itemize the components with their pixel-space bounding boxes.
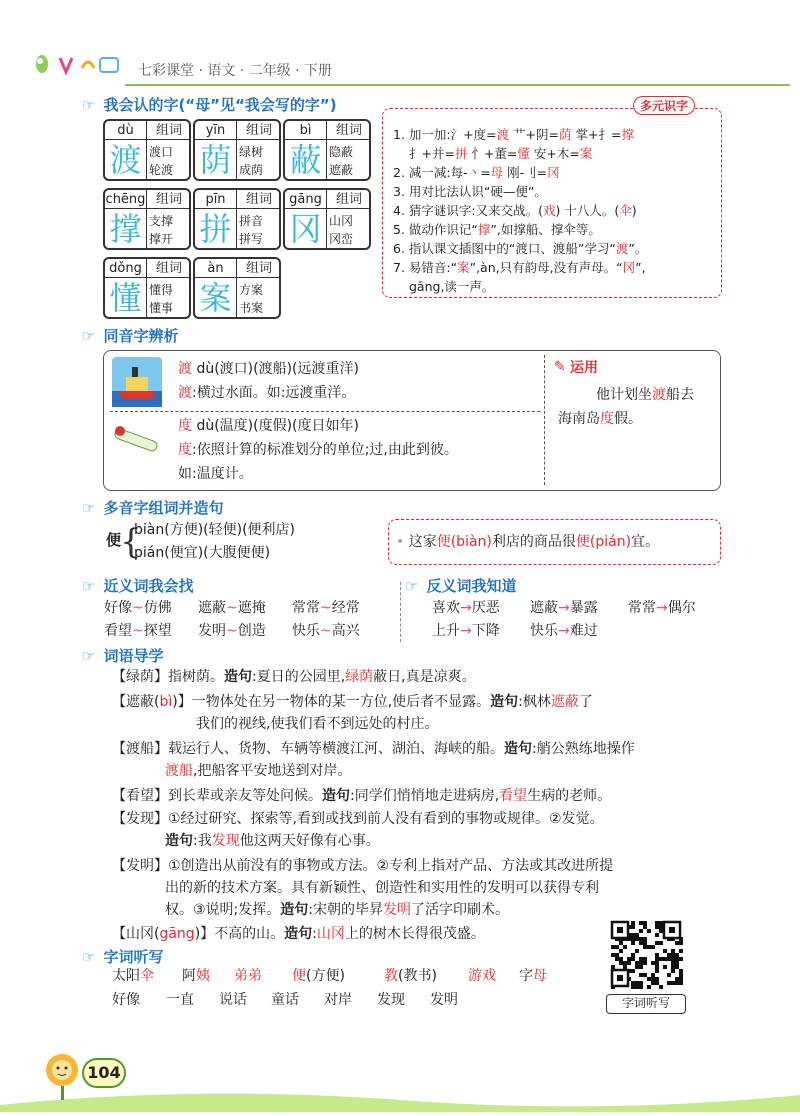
thermometer-icon xyxy=(112,421,162,461)
tilde-icon: ~ xyxy=(320,623,332,639)
page-number: 104 xyxy=(82,1058,126,1088)
homophone-box: 渡 dù(渡口)(渡船)(远渡重洋) 渡:横过水面。如:远渡重洋。 度 dù(温度)(度假)(度日如年) 度:依照计算的标准划分的单位;过,由此到彼。 如:温度计。 ✎ 运用 他计划坐渡船去 海南岛度假。 xyxy=(103,350,721,491)
card-char: 渡 xyxy=(105,140,147,181)
card-word: 拼写 xyxy=(239,232,264,246)
header-logo xyxy=(30,52,125,82)
word-pair: 常常~经常 xyxy=(292,600,360,616)
pointing-hand-icon: ☞ xyxy=(82,326,96,345)
section-title-synonym: ☞ 近义词我会找 xyxy=(82,576,194,595)
card-word: 方案 xyxy=(239,283,264,297)
dictation-item: 字母 xyxy=(519,968,547,984)
card-word: 书案 xyxy=(239,301,264,315)
card-word: 冈峦 xyxy=(329,232,354,246)
card-words xyxy=(239,143,263,179)
word-pair: 好像~仿佛 xyxy=(104,600,172,616)
entry-lvyin: 【绿荫】指树荫。造句:夏日的公园里,绿荫蔽日,真是凉爽。 xyxy=(112,669,476,685)
card-word: 渡口 xyxy=(149,145,174,159)
card-word: 成荫 xyxy=(239,163,264,177)
section-title-homophone: ☞ 同音字辨析 xyxy=(82,326,179,345)
header-rule xyxy=(125,84,790,86)
dictation-item: 好像 xyxy=(112,992,140,1008)
vertical-divider xyxy=(544,355,545,485)
dictation-item: 童话 xyxy=(271,992,299,1008)
divider xyxy=(110,411,540,412)
entry-kanwang: 【看望】到长辈或亲友等处问候。造句:同学们悄悄地走进病房,看望生病的老师。 xyxy=(112,788,612,804)
tilde-icon: ~ xyxy=(226,623,238,639)
card-pinyin: pīn xyxy=(195,190,237,209)
card-label: 组词 xyxy=(327,190,371,209)
entry-faming: 【发明】①创造出从前没有的事物或方法。②专利上指对产品、方法或其改进所提 xyxy=(112,858,614,874)
section-title-recognize: ☞ 我会认的字(“母”见“我会写的字”) xyxy=(82,95,337,114)
card-pinyin: yīn xyxy=(195,121,237,140)
card-word: 轮渡 xyxy=(149,163,174,177)
dictation-item: 对岸 xyxy=(324,992,352,1008)
pointing-hand-icon: ☞ xyxy=(82,947,96,966)
card-label: 组词 xyxy=(327,121,371,140)
card-char: 撑 xyxy=(105,209,147,250)
card-char: 拼 xyxy=(195,209,237,250)
syn-ant-divider xyxy=(400,582,401,642)
card-word: 撑开 xyxy=(149,232,174,246)
word-pair: 上升→下降 xyxy=(432,623,500,639)
brace: { xyxy=(120,522,142,562)
duoyuan-box: 多元识字 1. 加一加:氵+度=渡 艹+阴=荫 掌+扌=撑 扌+并=拼 忄+董=懂 安+木=案 2. 减一减:每-丶=母 刚-刂=冈 3. 用对比法认识“硬—便”。 4. 猜字谜识字:又来交战。(戏) 十八人。(伞) 5. 做动作识记“撑”,如撑船、撑伞等。 6. 指认课文插图中的“渡口、渡船”学习“渡”。 7. 易错音:“案”,àn,只有韵母,没有声母。“冈”, gāng,读一声。 xyxy=(382,108,722,298)
card-label: 组词 xyxy=(147,259,191,278)
vocab-card xyxy=(103,188,191,250)
card-label: 组词 xyxy=(147,190,191,209)
vocab-card xyxy=(283,119,371,181)
vocab-card xyxy=(103,257,191,319)
pointing-hand-icon: ☞ xyxy=(82,95,96,114)
vocab-card xyxy=(283,188,371,250)
word-pair: 快乐→难过 xyxy=(530,623,598,639)
card-word: 山冈 xyxy=(329,214,354,228)
card-words xyxy=(329,143,353,179)
card-label: 组词 xyxy=(237,259,281,278)
card-word: 拼音 xyxy=(239,214,264,228)
card-words xyxy=(149,143,173,179)
card-label: 组词 xyxy=(237,190,281,209)
dictation-item: 便(方便) xyxy=(292,968,345,984)
ship-icon xyxy=(112,357,162,407)
card-char: 案 xyxy=(195,278,237,319)
card-words xyxy=(239,281,263,317)
section-title-polyphone: ☞ 多音字组词并造句 xyxy=(82,498,224,517)
entry-shangang: 【山冈(gāng)】不高的山。造句:山冈上的树木长得很茂盛。 xyxy=(112,926,485,942)
word-pair: 快乐~高兴 xyxy=(292,623,360,639)
card-pinyin: àn xyxy=(195,259,237,278)
word-pair: 常常→偶尔 xyxy=(628,600,696,616)
arrow-icon: → xyxy=(460,623,472,639)
dictation-item: 发现 xyxy=(377,992,405,1008)
dictation-item: 说话 xyxy=(219,992,247,1008)
card-words xyxy=(329,212,353,248)
card-word: 隐蔽 xyxy=(329,145,354,159)
pointing-hand-icon: ☞ xyxy=(82,576,96,595)
section-title-vocab-guide: ☞ 词语导学 xyxy=(82,646,164,665)
card-words xyxy=(149,281,173,317)
vocab-card xyxy=(193,257,281,319)
arrow-icon: → xyxy=(656,600,668,616)
card-pinyin: dǒng xyxy=(105,259,147,278)
word-pair: 发明~创造 xyxy=(198,623,266,639)
dictation-item: 弟弟 xyxy=(234,968,262,984)
qr-label: 字词听写 xyxy=(606,994,686,1014)
tilde-icon: ~ xyxy=(132,600,144,616)
pointing-hand-icon: ☞ xyxy=(82,646,96,665)
dictation-item: 教(教书) xyxy=(384,968,437,984)
word-pair: 喜欢→厌恶 xyxy=(432,600,500,616)
card-pinyin: gāng xyxy=(285,190,327,209)
card-words xyxy=(239,212,263,248)
tilde-icon: ~ xyxy=(132,623,144,639)
dictation-item: 太阳伞 xyxy=(112,968,154,984)
polyphone-char: 便 xyxy=(106,531,122,549)
pointing-hand-icon: ☞ xyxy=(405,576,419,595)
card-label: 组词 xyxy=(237,121,281,140)
tilde-icon: ~ xyxy=(320,600,332,616)
polyphone-reading-2: pián(便宜)(大腹便便) xyxy=(134,545,271,561)
card-word: 遮蔽 xyxy=(329,163,354,177)
card-char: 冈 xyxy=(285,209,327,250)
polyphone-reading-1: biàn(方便)(轻便)(便利店) xyxy=(134,522,295,538)
dictation-item: 游戏 xyxy=(468,968,496,984)
card-word: 懂得 xyxy=(149,283,174,297)
arrow-icon: → xyxy=(558,623,570,639)
card-pinyin: dù xyxy=(105,121,147,140)
word-pair: 遮蔽→暴露 xyxy=(530,600,598,616)
arrow-icon: → xyxy=(558,600,570,616)
dictation-item: 一直 xyxy=(166,992,194,1008)
dictation-item: 发明 xyxy=(430,992,458,1008)
dictation-item: 阿姨 xyxy=(182,968,210,984)
entry-zhebi: 【遮蔽(bì)】一物体处在另一物体的某一方位,使后者不显露。造句:枫林遮蔽了 xyxy=(112,694,593,710)
pointing-hand-icon: ☞ xyxy=(82,498,96,517)
card-word: 支撑 xyxy=(149,214,174,228)
card-words xyxy=(149,212,173,248)
qr-code[interactable] xyxy=(610,920,684,990)
vocab-card xyxy=(193,119,281,181)
word-pair: 遮蔽~遮掩 xyxy=(198,600,266,616)
word-pair: 看望~探望 xyxy=(104,623,172,639)
card-word: 懂事 xyxy=(149,301,174,315)
tilde-icon: ~ xyxy=(226,600,238,616)
card-pinyin: bì xyxy=(285,121,327,140)
card-pinyin: chēng xyxy=(105,192,146,207)
card-char: 荫 xyxy=(195,140,237,181)
card-char: 懂 xyxy=(105,278,147,319)
section-title-antonym: ☞ 反义词我知道 xyxy=(405,576,517,595)
header-title: 七彩课堂 · 语文 · 二年级 · 下册 xyxy=(138,63,333,79)
entry-faxian: 【发现】①经过研究、探索等,看到或找到前人没有看到的事物或规律。②发觉。 xyxy=(112,811,604,827)
arrow-icon: → xyxy=(460,600,472,616)
vocab-card xyxy=(193,188,281,250)
entry-duchuan: 【渡船】载运行人、货物、车辆等横渡江河、湖泊、海峡的船。造句:艄公熟练地操作 xyxy=(112,741,635,757)
section-title-dictation: ☞ 字词听写 xyxy=(82,947,164,966)
duoyuan-title: 多元识字 xyxy=(633,96,695,115)
pencil-icon: ✎ xyxy=(554,359,566,375)
card-char: 蔽 xyxy=(285,140,327,181)
vocab-card xyxy=(103,119,191,181)
use-title: 运用 xyxy=(570,360,598,376)
card-word: 绿树 xyxy=(239,145,264,159)
card-label: 组词 xyxy=(147,121,191,140)
